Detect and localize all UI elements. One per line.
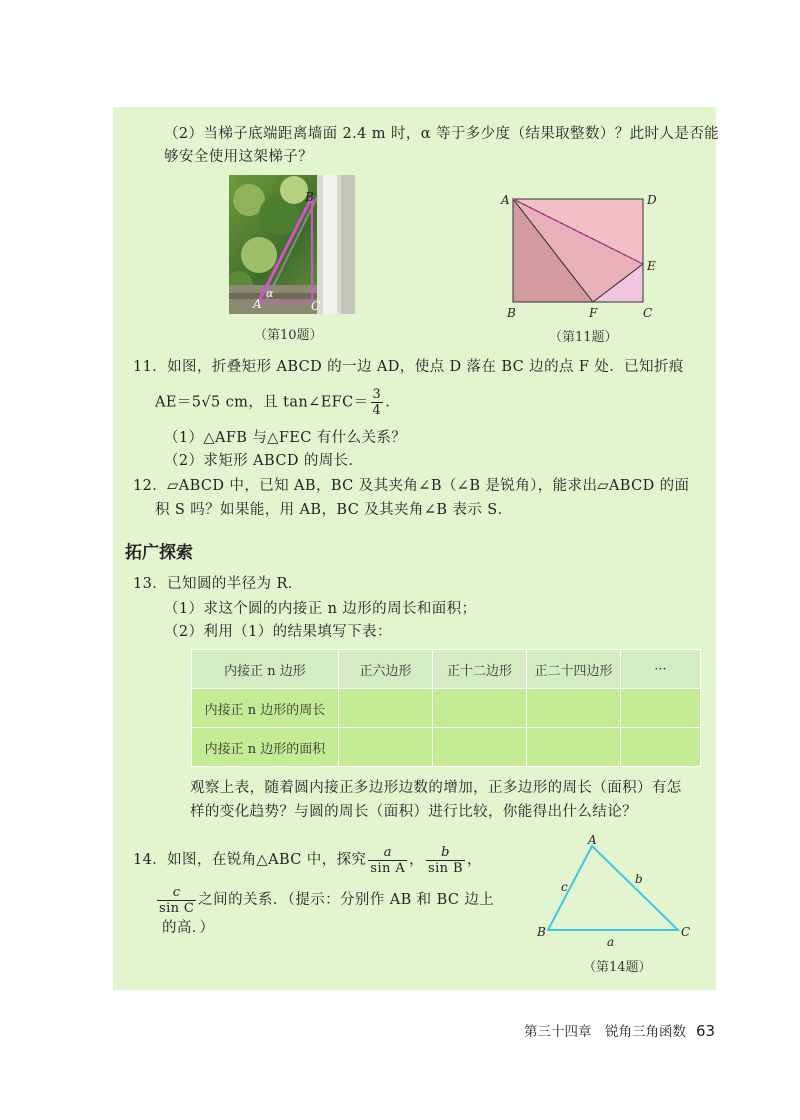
- table-header-cell: ···: [621, 650, 701, 689]
- q11-line2-end: .: [385, 394, 391, 411]
- q14-prefix: 14．如图，在锐角△ABC 中，探究: [133, 852, 367, 868]
- fig14-label-c: c: [561, 880, 569, 894]
- table-header-cell: 正十二边形: [433, 650, 527, 689]
- fig11-label-B: B: [507, 306, 517, 320]
- q11-line2: [155, 387, 390, 418]
- fig14-label-a: a: [607, 935, 615, 949]
- q14-f1-den: sin A: [370, 860, 406, 876]
- q14-fraction-b: [426, 845, 465, 876]
- figure-11-diagram: [497, 186, 672, 321]
- table-cell: [339, 728, 433, 767]
- table-cell: [339, 689, 433, 728]
- q13-line1: 13．已知圆的半径为 R．: [133, 576, 303, 592]
- fig11-label-F: F: [589, 306, 598, 320]
- table-row: [192, 689, 701, 728]
- q11-line1: 11．如图，折叠矩形 ABCD 的一边 AD，使点 D 落在 BC 边的点 F 处．已知折痕: [133, 359, 684, 375]
- q11-line2-text: AE＝5√5 cm，且 tan∠EFC＝: [155, 394, 369, 411]
- table-cell: [527, 689, 621, 728]
- table-cell: [527, 728, 621, 767]
- section-title: 拓广探索: [125, 543, 193, 563]
- figure-14-caption: （第14题）: [583, 960, 652, 975]
- table-header-cell: 内接正 n 边形: [192, 650, 339, 689]
- q14-line2: [155, 880, 494, 920]
- chapter-title: 第三十四章 锐角三角函数: [524, 1024, 686, 1040]
- fig14-label-b: b: [635, 872, 644, 886]
- q11-frac-den: 4: [372, 403, 382, 418]
- q13-sub1: （1）求这个圆的内接正 n 边形的周长和面积；: [164, 601, 477, 617]
- q14-fraction-c: [157, 885, 196, 916]
- fig10-label-A: A: [253, 297, 263, 311]
- table-row-label: 内接正 n 边形的周长: [192, 689, 339, 728]
- q11-fraction: [371, 387, 384, 418]
- q14-comma: ，: [409, 852, 425, 868]
- table-cell: [433, 728, 527, 767]
- fig14-label-C: C: [681, 925, 691, 939]
- table-header-cell: 正二十四边形: [527, 650, 621, 689]
- q11-frac-num: 3: [372, 387, 382, 402]
- q11-sub2: （2）求矩形 ABCD 的周长．: [164, 453, 364, 469]
- q14-f2-num: b: [426, 845, 465, 861]
- fig11-label-A: A: [501, 193, 511, 207]
- polygon-table: [191, 649, 701, 767]
- q14-line2-text: 之间的关系．（提示：分别作 AB 和 BC 边上: [198, 892, 495, 908]
- table-header-row: [192, 650, 701, 689]
- table-header-cell: 正六边形: [339, 650, 433, 689]
- q14-f3-den: sin C: [159, 900, 195, 916]
- table-row-label: 内接正 n 边形的面积: [192, 728, 339, 767]
- q10-sub2-line1: （2）当梯子底端距离墙面 2.4 m 时，α 等于多少度（结果取整数）？此时人是否能: [164, 126, 720, 142]
- q14-comma: ，: [466, 852, 482, 868]
- q11-sub1: （1）△AFB 与△FEC 有什么关系？: [164, 430, 407, 446]
- q13-observe-line1: 观察上表，随着圆内接正多边形边数的增加，正多边形的周长（面积）有怎: [190, 780, 682, 796]
- figure-10-photo: [229, 175, 355, 314]
- q12-line2: 积 S 吗？如果能，用 AB，BC 及其夹角∠B 表示 S．: [155, 502, 513, 518]
- q14-line3: 的高．）: [162, 920, 215, 936]
- q14-line1: [133, 840, 482, 880]
- table-cell: [433, 689, 527, 728]
- table-cell: [621, 689, 701, 728]
- fig10-label-B: B: [305, 190, 315, 204]
- fig10-label-C: C: [311, 299, 321, 313]
- fig11-label-C: C: [643, 306, 653, 320]
- fig11-label-E: E: [647, 259, 657, 273]
- page-footer: [524, 1020, 715, 1040]
- q13-sub2: （2）利用（1）的结果填写下表：: [164, 624, 392, 640]
- q13-observe-line2: 样的变化趋势？与圆的周长（面积）进行比较，你能得出什么结论？: [190, 804, 637, 820]
- figure-11-caption: （第11题）: [549, 330, 618, 345]
- q10-sub2-line2: 够安全使用这架梯子？: [164, 149, 313, 165]
- q14-f2-den: sin B: [428, 860, 463, 876]
- q14-fraction-a: [368, 845, 407, 876]
- table-row: [192, 728, 701, 767]
- page-number: 63: [696, 1022, 716, 1040]
- q12-line1: 12．▱ABCD 中，已知 AB，BC 及其夹角∠B（∠B 是锐角），能求出▱ABCD 的面: [133, 478, 690, 494]
- fig14-label-B: B: [537, 925, 547, 939]
- fig14-label-A: A: [588, 833, 598, 847]
- table-cell: [621, 728, 701, 767]
- figure-10-caption: （第10题）: [254, 328, 323, 343]
- q14-f3-num: c: [157, 885, 196, 901]
- q14-f1-num: a: [368, 845, 407, 861]
- fig11-label-D: D: [647, 193, 658, 207]
- fig10-label-alpha: α: [266, 287, 274, 300]
